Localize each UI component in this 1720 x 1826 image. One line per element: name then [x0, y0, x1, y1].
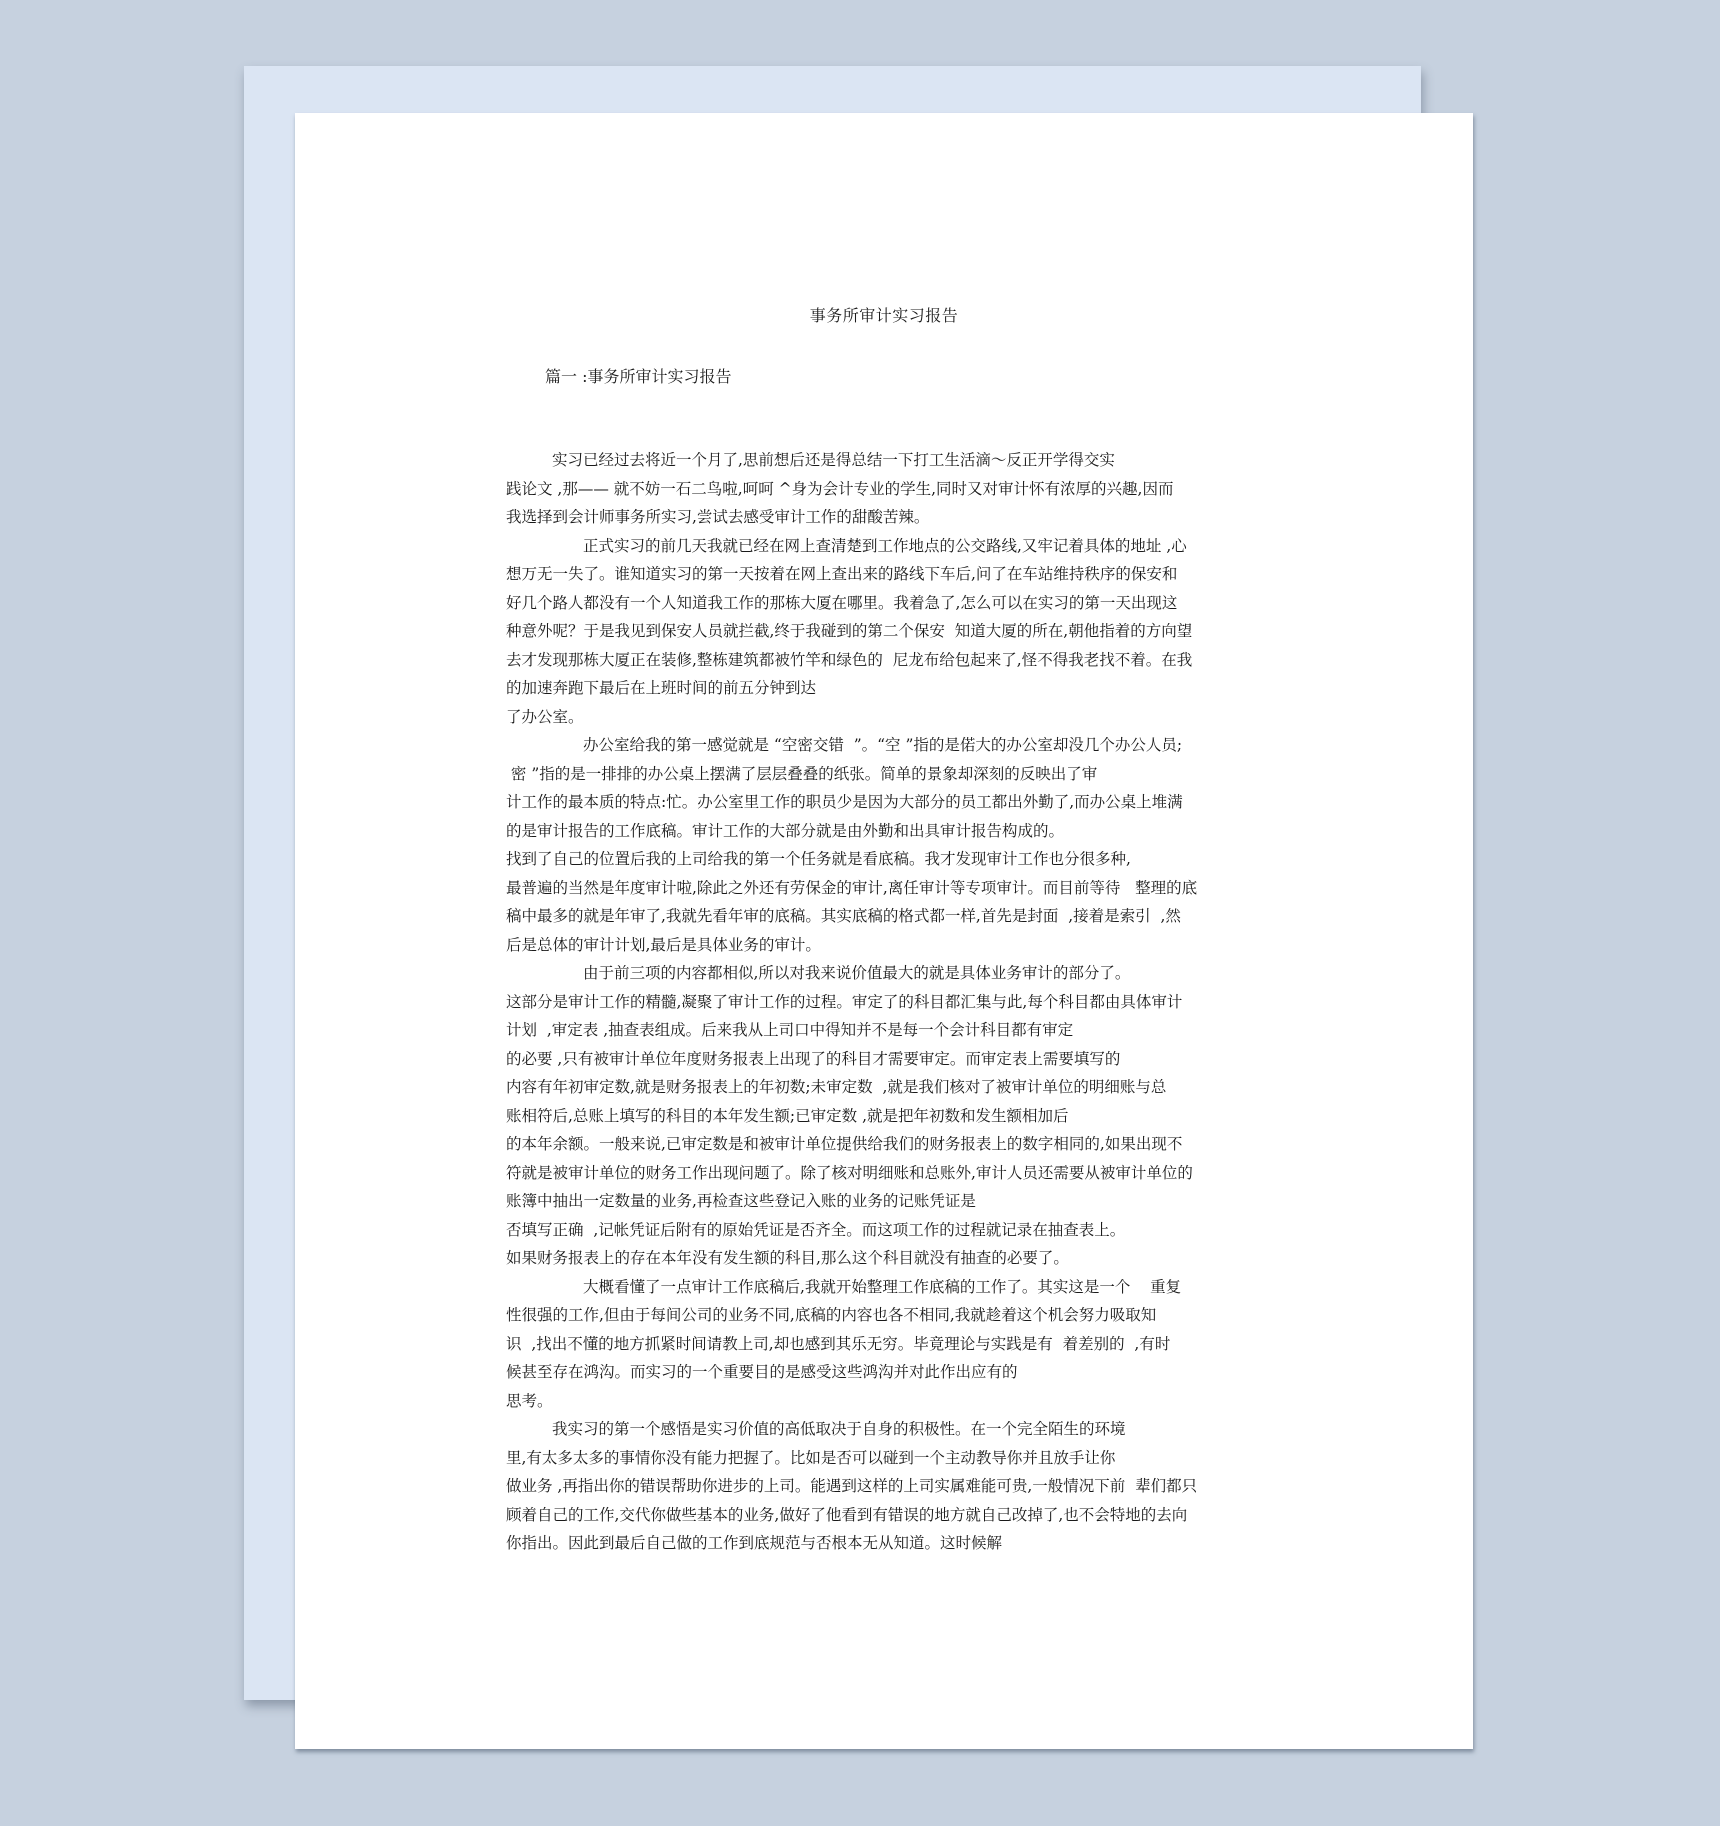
text-line: 的本年余额。一般来说,已审定数是和被审计单位提供给我们的财务报表上的数字相同的,如果出现不 [506, 1135, 1183, 1153]
text-line: 了办公室。 [506, 707, 584, 726]
text-line: 大概看懂了一点审计工作底稿后,我就开始整理工作底稿的工作了。其实这是一个 重复 [583, 1277, 1182, 1296]
text-line: 否填写正确 ,记帐凭证后附有的原始凭证是否齐全。而这项工作的过程就记录在抽查表上。 [506, 1220, 1126, 1239]
section-title: 篇一 :事务所审计实习报告 [545, 367, 732, 386]
text-line: 内容有年初审定数,就是财务报表上的年初数;未审定数 ,就是我们核对了被审计单位的明细账与总 [506, 1078, 1167, 1096]
text-line: 识 ,找出不懂的地方抓紧时间请教上司,却也感到其乐无穷。毕竟理论与实践是有 着差别的 ,有时 [506, 1334, 1171, 1353]
text-line: 账簿中抽出一定数量的业务,再检查这些登记入账的业务的记账凭证是 [506, 1192, 976, 1210]
text-line: 的加速奔跑下最后在上班时间的前五分钟到达 [506, 679, 817, 697]
document-title: 事务所审计实习报告 [809, 306, 959, 325]
text-line: 符就是被审计单位的财务工作出现问题了。除了核对明细账和总账外,审计人员还需要从被审计单位的 [506, 1163, 1193, 1182]
text-line: 如果财务报表上的存在本年没有发生额的科目,那么这个科目就没有抽查的必要了。 [506, 1249, 1069, 1267]
text-line: 想万无一失了。谁知道实习的第一天按着在网上查出来的路线下车后,问了在车站维持秩序的保安和 [506, 565, 1178, 583]
text-line: 我选择到会计师事务所实习,尝试去感受审计工作的甜酸苦辣。 [506, 508, 930, 526]
text-line: 去才发现那栋大厦正在装修,整栋建筑都被竹竿和绿色的 尼龙布给包起来了,怪不得我老找不着。在我 [506, 650, 1193, 669]
text-line: 种意外呢？于是我见到保安人员就拦截,终于我碰到的第二个保安 知道大厦的所在,朝他指着的方向望 [506, 622, 1193, 640]
text-line: 正式实习的前几天我就已经在网上查清楚到工作地点的公交路线,又牢记着具体的地址 ,心 [583, 536, 1187, 555]
text-line: 密 ”指的是一排排的办公桌上摆满了层层叠叠的纸张。简单的景象却深刻的反映出了审 [506, 764, 1098, 783]
text-line: 这部分是审计工作的精髓,凝聚了审计工作的过程。审定了的科目都汇集与此,每个科目都由具体审计 [506, 992, 1183, 1011]
text-line: 性很强的工作,但由于每间公司的业务不同,底稿的内容也各不相同,我就趁着这个机会努力吸取知 [506, 1306, 1157, 1324]
document-body [506, 446, 1266, 1558]
text-line: 找到了自己的位置后我的上司给我的第一个任务就是看底稿。我才发现审计工作也分很多种, [506, 850, 1131, 868]
text-line: 做业务 ,再指出你的错误帮助你进步的上司。能遇到这样的上司实属难能可贵,一般情况下前 辈们都只 [506, 1477, 1198, 1495]
text-line: 里,有太多太多的事情你没有能力把握了。比如是否可以碰到一个主动教导你并且放手让你 [506, 1448, 1116, 1467]
text-line: 最普遍的当然是年度审计啦,除此之外还有劳保金的审计,离任审计等专项审计。而目前等待 整理的底 [506, 878, 1198, 897]
text-line: 我实习的第一个感悟是实习价值的高低取决于自身的积极性。在一个完全陌生的环境 [552, 1420, 1126, 1438]
text-line: 好几个路人都没有一个人知道我工作的那栋大厦在哪里。我着急了,怎么可以在实习的第一天出现这 [506, 593, 1178, 612]
text-line: 办公室给我的第一感觉就是 “空密交错 ”。“空 ”指的是偌大的办公室却没几个办公人员; [583, 736, 1183, 754]
text-line: 后是总体的审计计划,最后是具体业务的审计。 [506, 935, 821, 954]
text-line: 实习已经过去将近一个月了,思前想后还是得总结一下打工生活滴～反正开学得交实 [552, 451, 1115, 469]
text-line: 候甚至存在鸿沟。而实习的一个重要目的是感受这些鸿沟并对此作出应有的 [506, 1363, 1018, 1381]
front-page-sheet [295, 113, 1473, 1749]
text-line: 的是审计报告的工作底稿。审计工作的大部分就是由外勤和出具审计报告构成的。 [506, 821, 1065, 840]
text-line: 思考。 [506, 1391, 553, 1410]
text-line: 计工作的最本质的特点:忙。办公室里工作的职员少是因为大部分的员工都出外勤了,而办公桌上堆满 [506, 793, 1183, 811]
text-line: 计划 ,审定表 ,抽查表组成。后来我从上司口中得知并不是每一个会计科目都有审定 [506, 1021, 1074, 1039]
text-line: 由于前三项的内容都相似,所以对我来说价值最大的就是具体业务审计的部分了。 [583, 964, 1131, 982]
text-line: 稿中最多的就是年审了,我就先看年审的底稿。其实底稿的格式都一样,首先是封面 ,接着是索引 ,然 [506, 907, 1181, 925]
text-line: 账相符后,总账上填写的科目的本年发生额;已审定数 ,就是把年初数和发生额相加后 [506, 1106, 1069, 1125]
text-line: 顾着自己的工作,交代你做些基本的业务,做好了他看到有错误的地方就自己改掉了,也不会特地的去向 [506, 1505, 1188, 1524]
text-line: 的必要 ,只有被审计单位年度财务报表上出现了的科目才需要审定。而审定表上需要填写的 [506, 1049, 1121, 1068]
text-line: 践论文 ,那—— 就不妨一石二鸟啦,呵呵 ^身为会计专业的学生,同时又对审计怀有浓厚的兴趣,因而 [506, 479, 1174, 498]
text-line: 你指出。因此到最后自己做的工作到底规范与否根本无从知道。这时候解 [506, 1534, 1003, 1552]
